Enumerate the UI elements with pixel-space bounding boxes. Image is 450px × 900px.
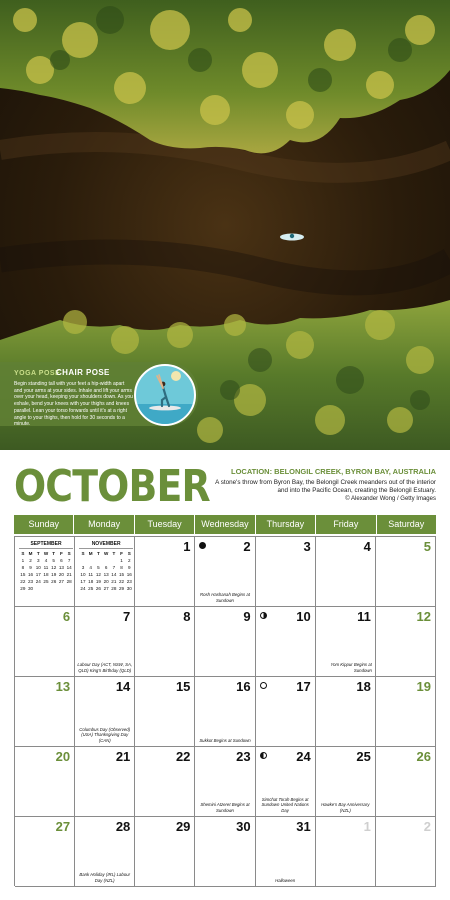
mini-day: 29 (20, 586, 26, 591)
mini-day: 24 (80, 586, 86, 591)
weekday-saturday: Saturday (388, 519, 425, 529)
mini-day: 19 (95, 579, 101, 584)
mini-day: 17 (35, 572, 41, 577)
day-number: 1 (363, 819, 371, 834)
day-cell[interactable] (316, 537, 376, 607)
day-cell[interactable] (256, 747, 316, 817)
day-cell[interactable] (316, 677, 376, 747)
photo-credit: © Alexander Wong / Getty Images (345, 496, 436, 502)
day-cell[interactable] (135, 747, 195, 817)
mini-day: 13 (58, 565, 64, 570)
day-cell[interactable] (15, 747, 75, 817)
mini-day: 18 (88, 579, 94, 584)
mini-day: 23 (28, 579, 34, 584)
day-number: 13 (55, 679, 71, 694)
day-cell[interactable] (135, 677, 195, 747)
weekday-tuesday: Tuesday (135, 515, 195, 534)
mini-day: 10 (35, 565, 41, 570)
day-number: 30 (236, 819, 251, 834)
mini-day: 17 (80, 579, 86, 584)
day-events: Simchat Torah Begins at Sundown United Nations Day (261, 797, 309, 813)
mini-weekday: W (43, 551, 49, 556)
day-events: Hawke's Bay Anniversary (NZL) (321, 802, 370, 813)
mini-day: 2 (29, 558, 32, 563)
yoga-kicker: YOGA POSE (14, 370, 61, 377)
mini-day: 10 (80, 572, 86, 577)
day-cell[interactable] (376, 677, 436, 747)
day-number: 6 (62, 609, 71, 624)
mini-day: 13 (103, 572, 109, 577)
day-cell[interactable] (316, 817, 376, 887)
day-events: Shemini Atzeret Begins at Sundown (200, 802, 250, 813)
mini-day: 20 (58, 572, 64, 577)
mini-day: 28 (111, 586, 117, 591)
day-cell[interactable] (75, 747, 135, 817)
mini-day (79, 557, 87, 564)
mini-day: 2 (128, 558, 131, 563)
day-number: 18 (356, 679, 371, 694)
day-cell[interactable] (135, 537, 195, 607)
mini-day: 30 (28, 586, 34, 591)
mini-day: 22 (20, 579, 26, 584)
day-number: 22 (175, 749, 191, 764)
day-cell[interactable] (195, 817, 255, 887)
day-number: 14 (115, 679, 131, 694)
mini-day: 16 (126, 572, 132, 577)
day-events: Sukkot Begins at Sundown (199, 737, 251, 743)
day-number: 19 (416, 679, 431, 694)
mini-weekday: T (36, 551, 40, 556)
mini-day: 11 (43, 565, 49, 570)
mini-day (34, 585, 42, 592)
mini-day: 1 (120, 558, 123, 563)
day-cell[interactable] (376, 537, 436, 607)
location-label: LOCATION: BELONGIL CREEK, BYRON BAY, AUSTRALIA (230, 467, 436, 476)
mini-day (95, 557, 103, 564)
mini-day: 14 (111, 572, 117, 577)
mini-day (58, 585, 66, 592)
weekday-header (14, 515, 436, 534)
moon-phase-icon (260, 612, 267, 619)
mini-calendar (79, 541, 133, 592)
day-events: Bank Holiday (IRL) Labour Day (NZL) (79, 872, 131, 883)
day-cell[interactable] (256, 677, 316, 747)
day-number: 5 (423, 539, 431, 554)
mini-day: 24 (35, 579, 41, 584)
mini-day: 6 (104, 565, 108, 570)
day-events: Rosh Hashanah Begins at Sundown (200, 592, 250, 603)
day-number: 7 (123, 609, 131, 624)
day-cell[interactable] (195, 537, 255, 607)
mini-day: 7 (112, 565, 116, 570)
photo-caption: A stone's throw from Byron Bay, the Belongil Creek meanders out of the interior and into the Pacific Ocean, creating the Belongil Estuary. (215, 479, 436, 494)
mini-day: 14 (66, 565, 72, 570)
mini-day: 30 (126, 586, 132, 591)
mini-day: 9 (128, 565, 131, 570)
day-cell[interactable] (195, 607, 255, 677)
mini-day: 6 (60, 558, 63, 563)
mini-weekday: T (97, 551, 100, 556)
chair-pose-figure-icon (136, 366, 194, 424)
mini-day (102, 557, 110, 564)
day-number: 15 (175, 679, 191, 694)
mini-day: 19 (51, 572, 57, 577)
day-cell[interactable] (15, 817, 75, 887)
mini-calendar (19, 541, 73, 592)
day-events: Halloween (275, 877, 296, 883)
mini-day: 21 (66, 572, 72, 577)
mini-day (65, 585, 73, 592)
mini-day: 21 (111, 579, 117, 584)
day-number: 17 (296, 679, 311, 694)
mini-weekday: M (88, 551, 93, 556)
day-cell[interactable] (135, 607, 195, 677)
mini-weekday: S (81, 551, 85, 556)
moon-phase-icon (260, 752, 267, 759)
day-cell[interactable] (75, 817, 135, 887)
day-cell[interactable] (75, 677, 135, 747)
day-number: 4 (363, 539, 371, 554)
mini-day: 27 (58, 579, 64, 584)
mini-day: 25 (88, 586, 94, 591)
day-number: 28 (115, 819, 131, 834)
day-events: Columbus Day (Observed) (USA) Thanksgiving Day (CAN) (79, 727, 131, 743)
day-number: 2 (423, 819, 431, 834)
day-number: 9 (243, 609, 251, 624)
mini-day: 9 (29, 565, 32, 570)
day-events: Yom Kippur Begins at Sundown (330, 662, 372, 673)
day-cell[interactable] (256, 817, 316, 887)
day-number: 16 (236, 679, 251, 694)
mini-day: 16 (28, 572, 34, 577)
prev-month-cell (15, 537, 75, 607)
calendar-grid (14, 536, 436, 886)
day-number: 26 (416, 749, 431, 764)
day-number: 24 (296, 749, 311, 764)
month-title: OCTOBER (14, 461, 210, 512)
day-cell[interactable] (15, 607, 75, 677)
mini-calendar-days (79, 550, 133, 592)
yoga-illustration (134, 364, 196, 426)
day-number: 8 (183, 609, 191, 624)
mini-day: 15 (119, 572, 125, 577)
mini-weekday: T (52, 551, 56, 556)
mini-day: 11 (88, 572, 94, 577)
day-cell[interactable] (316, 607, 376, 677)
mini-day (110, 557, 118, 564)
moon-phase-icon (260, 682, 267, 689)
mini-day (50, 585, 58, 592)
mini-day: 27 (103, 586, 109, 591)
day-number: 12 (416, 609, 431, 624)
mini-day: 1 (21, 558, 25, 563)
mini-day: 28 (66, 579, 72, 584)
day-events: Labour Day (ACT, NSW, SA, QLD) King's Birthday (QLD) (77, 662, 133, 673)
weekday-wednesday: Wednesday (195, 515, 255, 534)
day-cell[interactable] (376, 817, 436, 887)
day-number: 23 (236, 749, 251, 764)
day-number: 2 (243, 539, 251, 554)
mini-day: 3 (37, 558, 40, 563)
day-number: 31 (296, 819, 311, 834)
next-month-cell (75, 537, 135, 607)
mini-day: 7 (67, 558, 71, 563)
day-number: 25 (356, 749, 371, 764)
weekday-sunday: Sunday (14, 515, 74, 534)
mini-weekday: W (103, 551, 109, 556)
yoga-title: CHAIR POSE (56, 368, 110, 377)
weekday-thursday: Thursday (256, 515, 316, 534)
mini-day: 23 (126, 579, 132, 584)
mini-weekday: S (127, 551, 131, 556)
mini-weekday: F (60, 551, 63, 556)
mini-day: 3 (81, 565, 85, 570)
day-cell[interactable] (195, 747, 255, 817)
mini-weekday: S (67, 551, 71, 556)
mini-day (87, 557, 95, 564)
mini-weekday: F (120, 551, 123, 556)
weekday-monday: Monday (74, 515, 134, 534)
mini-day: 12 (95, 572, 101, 577)
mini-day: 20 (103, 579, 109, 584)
mini-day: 4 (44, 558, 48, 563)
mini-day (42, 585, 50, 592)
mini-day: 18 (43, 572, 49, 577)
mini-day: 29 (119, 586, 125, 591)
day-number: 10 (296, 609, 311, 624)
day-cell[interactable] (256, 537, 316, 607)
day-cell[interactable] (256, 607, 316, 677)
mini-day: 25 (43, 579, 49, 584)
day-number: 3 (303, 539, 311, 554)
day-number: 29 (175, 819, 191, 834)
mini-day: 26 (95, 586, 101, 591)
day-cell[interactable] (376, 747, 436, 817)
mini-weekday: T (112, 551, 116, 556)
moon-phase-icon (199, 542, 206, 549)
mini-day: 15 (20, 572, 26, 577)
day-number: 1 (183, 539, 191, 554)
day-cell[interactable] (195, 677, 255, 747)
mini-calendar-days (19, 550, 73, 592)
day-number: 20 (55, 749, 71, 764)
mini-calendar-title: SEPTEMBER (19, 541, 73, 549)
mini-day: 5 (97, 565, 100, 570)
day-number: 27 (55, 819, 71, 834)
day-cell[interactable] (376, 607, 436, 677)
mini-day: 8 (21, 565, 25, 570)
mini-weekday: S (21, 551, 25, 556)
weekday-friday: Friday (316, 515, 376, 534)
yoga-instructions: Begin standing tall with your feet a hip-width apart and your arms at your sides. Inhale and lift your arms over your head, keeping your shoulders down. As you exhale, bend your knees with your thighs and knees parallel. Lean your torso forwards until it's at a right angle to your thighs, then hold for 30 seconds to a minute. (14, 381, 133, 428)
mini-day: 26 (51, 579, 57, 584)
mini-day: 12 (51, 565, 57, 570)
mini-calendar-title: NOVEMBER (79, 541, 133, 549)
day-number: 11 (357, 609, 371, 624)
day-cell[interactable] (15, 677, 75, 747)
day-number: 21 (115, 749, 131, 764)
day-cell[interactable] (135, 817, 195, 887)
day-cell[interactable] (316, 747, 376, 817)
mini-day: 4 (89, 565, 92, 570)
mini-day: 22 (119, 579, 125, 584)
mini-day: 5 (52, 558, 55, 563)
day-cell[interactable] (75, 607, 135, 677)
mini-weekday: M (28, 551, 33, 556)
mini-day: 8 (120, 565, 123, 570)
